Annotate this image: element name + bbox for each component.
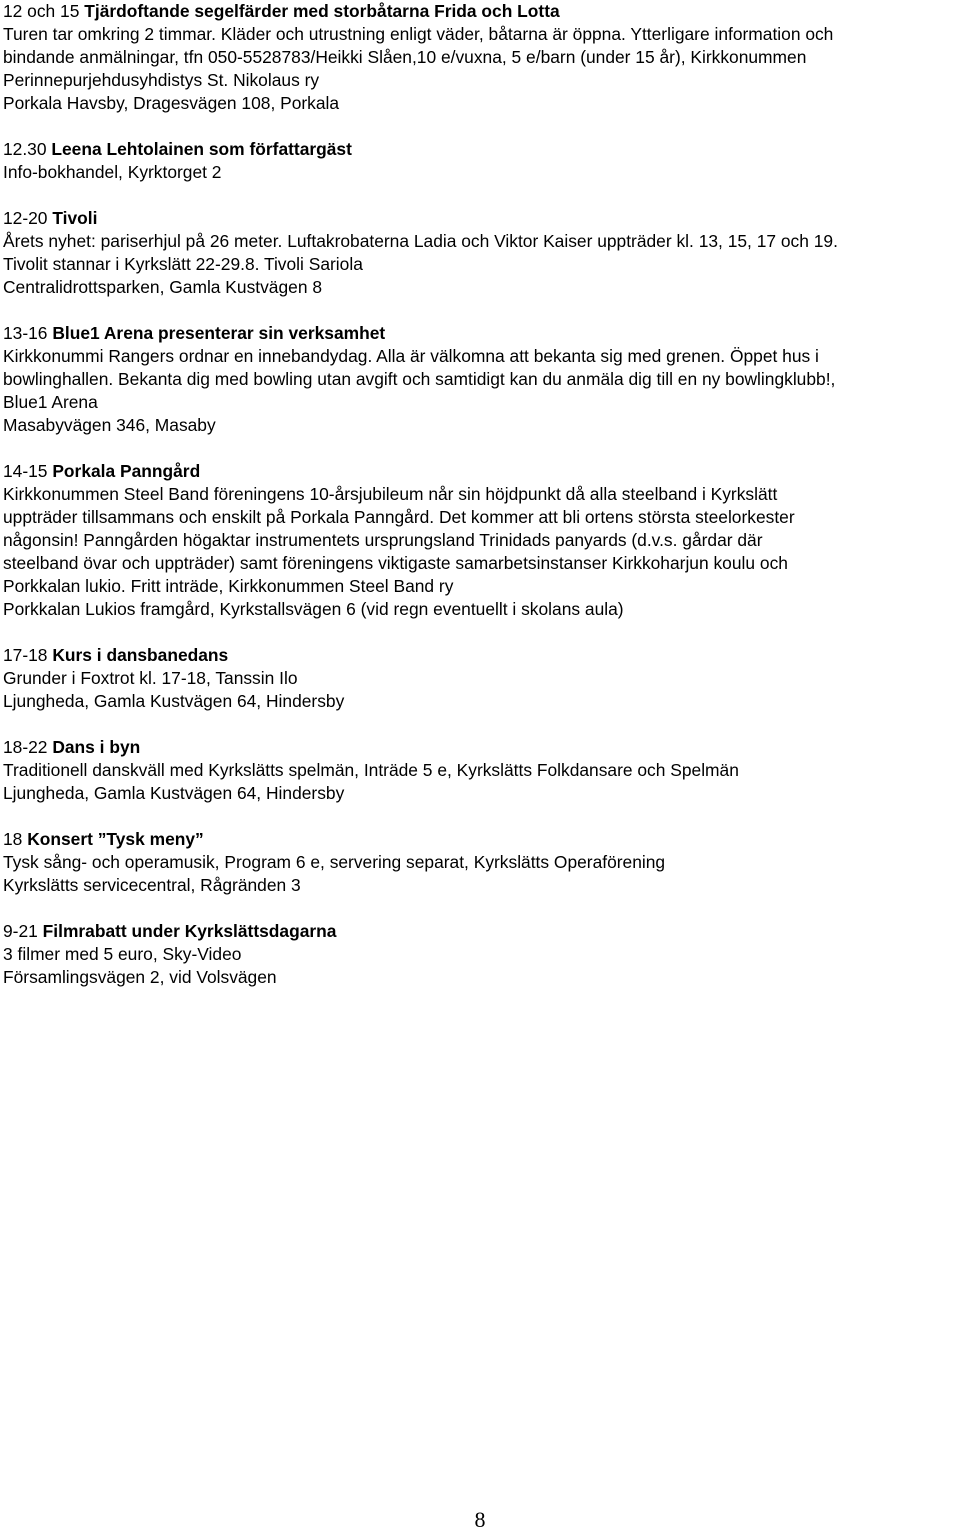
event-title: Kurs i dansbanedans <box>52 645 229 665</box>
event-filmrabatt <box>3 920 958 989</box>
event-tivoli <box>3 207 958 299</box>
event-heading <box>3 322 958 345</box>
event-title: Konsert ”Tysk meny” <box>27 829 204 849</box>
event-time: 14-15 <box>3 461 48 481</box>
event-organizer: Perinnepurjehdusyhdistys St. Nikolaus ry <box>3 70 320 90</box>
event-description-line: Tysk sång- och operamusik, Program 6 e, servering separat, Kyrkslätts Operaförening <box>3 852 666 872</box>
event-dans-i-byn <box>3 736 958 805</box>
event-location: Centralidrottsparken, Gamla Kustvägen 8 <box>3 277 322 297</box>
event-title: Dans i byn <box>52 737 141 757</box>
event-description-line: Porkkalan lukio. Fritt inträde, Kirkkonummen Steel Band ry <box>3 576 454 596</box>
event-description-line: någonsin! Panngården högaktar instrumentets ursprungsland Trinidads panyards (d.v.s. gårdar där <box>3 530 763 550</box>
event-location: Porkala Havsby, Dragesvägen 108, Porkala <box>3 93 340 113</box>
event-listing <box>3 0 958 1012</box>
event-forfattargast <box>3 138 958 184</box>
event-description-line: 3 filmer med 5 euro, Sky-Video <box>3 944 242 964</box>
event-blue1-arena <box>3 322 958 437</box>
event-porkala-panngard <box>3 460 958 621</box>
event-description-line: Tivolit stannar i Kyrkslätt 22-29.8. Tivoli Sariola <box>3 254 363 274</box>
event-title: Blue1 Arena presenterar sin verksamhet <box>52 323 386 343</box>
event-heading <box>3 460 958 483</box>
event-description-line: uppträder tillsammans och enskilt på Porkala Panngård. Det kommer att bli ortens största steelorkester <box>3 507 795 527</box>
event-heading <box>3 736 958 759</box>
event-time: 12.30 <box>3 139 47 159</box>
event-description-line: Kirkkonummen Steel Band föreningens 10-årsjubileum når sin höjdpunkt då alla steelband i Kyrkslätt <box>3 484 778 504</box>
event-dansbanedans <box>3 644 958 713</box>
event-heading <box>3 207 958 230</box>
event-heading <box>3 920 958 943</box>
event-title: Tjärdoftande segelfärder med storbåtarna Frida och Lotta <box>84 1 560 21</box>
event-location: Kyrkslätts servicecentral, Rågränden 3 <box>3 875 301 895</box>
event-description-line: bowlinghallen. Bekanta dig med bowling utan avgift och samtidigt kan du anmäla dig till en ny bowlingklubb!, <box>3 369 836 389</box>
event-heading <box>3 828 958 851</box>
event-time: 18 <box>3 829 23 849</box>
event-description-line: bindande anmälningar, tfn 050-5528783/Heikki Slåen,10 e/vuxna, 5 e/barn (under 15 år), Kirkkonummen <box>3 47 807 67</box>
event-heading <box>3 0 958 23</box>
event-time: 12 och 15 <box>3 1 80 21</box>
event-time: 17-18 <box>3 645 48 665</box>
event-time: 18-22 <box>3 737 48 757</box>
event-title: Tivoli <box>52 208 98 228</box>
event-heading <box>3 138 958 161</box>
event-location: Info-bokhandel, Kyrktorget 2 <box>3 162 222 182</box>
event-segelfarder <box>3 0 958 115</box>
event-location: Porkkalan Lukios framgård, Kyrkstallsvägen 6 (vid regn eventuellt i skolans aula) <box>3 599 624 619</box>
event-title: Filmrabatt under Kyrkslättsdagarna <box>42 921 337 941</box>
event-time: 9-21 <box>3 921 38 941</box>
event-time: 12-20 <box>3 208 48 228</box>
event-location: Ljungheda, Gamla Kustvägen 64, Hindersby <box>3 691 345 711</box>
event-time: 13-16 <box>3 323 48 343</box>
page-number: 8 <box>474 1507 486 1532</box>
event-description-line: Kirkkonummi Rangers ordnar en innebandydag. Alla är välkomna att bekanta sig med grenen. Öppet hus i <box>3 346 819 366</box>
event-title: Porkala Panngård <box>52 461 201 481</box>
event-title: Leena Lehtolainen som författargäst <box>51 139 352 159</box>
event-location: Masabyvägen 346, Masaby <box>3 415 216 435</box>
event-description-line: Årets nyhet: pariserhjul på 26 meter. Luftakrobaterna Ladia och Viktor Kaiser uppträder kl. 13, 15, 17 och 19. <box>3 231 838 251</box>
event-description-line: steelband övar och uppträder) samt föreningens viktigaste samarbetsinstanser Kirkkoharjun koulu och <box>3 553 788 573</box>
event-location: Ljungheda, Gamla Kustvägen 64, Hindersby <box>3 783 345 803</box>
event-konsert <box>3 828 958 897</box>
event-description-line: Turen tar omkring 2 timmar. Kläder och utrustning enligt väder, båtarna är öppna. Ytterligare information och <box>3 24 834 44</box>
event-organizer: Blue1 Arena <box>3 392 98 412</box>
event-location: Församlingsvägen 2, vid Volsvägen <box>3 967 277 987</box>
event-description-line: Traditionell danskväll med Kyrkslätts spelmän, Inträde 5 e, Kyrkslätts Folkdansare och Spelmän <box>3 760 739 780</box>
event-heading <box>3 644 958 667</box>
event-description-line: Grunder i Foxtrot kl. 17-18, Tanssin Ilo <box>3 668 298 688</box>
